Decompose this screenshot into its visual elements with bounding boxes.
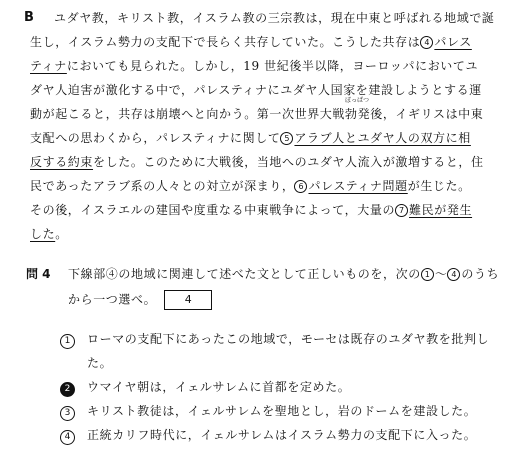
underline-ref-5: アラブ人とユダヤ人の双方に相	[294, 131, 471, 145]
underline-ref-4: パレス	[434, 35, 472, 49]
underline-ref-7-cont: した	[30, 227, 56, 241]
underline-ref-4-cont: ティナ	[30, 59, 67, 73]
passage-line-1: ユダヤ教，キリスト教，イスラム教の三宗教は，現在中東と呼ばれる地域で誕	[54, 11, 495, 25]
passage-line-2: 生し，イスラム勢力の支配下で長らく共存していた。こうした共存は 4 パレス	[30, 35, 472, 49]
option-3-number: 3	[60, 406, 75, 421]
ref-marker-5: 5	[280, 132, 293, 145]
answer-box[interactable]: 4	[164, 290, 212, 310]
ref-marker-4: 4	[420, 36, 433, 49]
passage-line-4: ダヤ人迫害が激化する中で，パレスティナにユダヤ人国家を建設しようとする運	[30, 83, 482, 97]
option-1-number: 1	[60, 334, 75, 349]
option-2-number: 2	[60, 382, 75, 397]
question-line-1: 下線部④の地域に関連して述べた文として正しいものを，次の 1 ～ 4 のうち	[68, 267, 500, 281]
underline-ref-7: 難民が発生	[409, 203, 473, 217]
option-2[interactable]	[60, 379, 350, 397]
option-3-text: キリスト教徒は，イェルサレムを聖地とし，岩のドームを建設した。	[87, 404, 477, 418]
question-label: 問 4	[26, 267, 51, 281]
option-4-number: 4	[60, 430, 75, 445]
option-1-continuation: た。	[87, 356, 113, 370]
passage-line-8: 民であったアラブ系の人々との対立が深まり， 6 パレスティナ問題が生じた。	[30, 179, 471, 193]
section-label: B	[24, 10, 34, 25]
passage-line-5: 動が起こると，共存は崩壊へと向かう。第一次世界大戦 ぼっぱつ 勃発後，イギリスは中東	[30, 97, 484, 121]
range-end-marker: 4	[447, 268, 460, 281]
passage-line-10: した。	[30, 227, 68, 241]
passage-line-7: 反する約束をした。このために大戦後，当地へのユダヤ人流入が激増すると，住	[30, 155, 484, 169]
passage-line-6: 支配への思わくから，パレスティナに関して 5 アラブ人とユダヤ人の双方に相	[30, 131, 471, 145]
underline-ref-6: パレスティナ問題	[308, 179, 408, 193]
range-start-marker: 1	[421, 268, 434, 281]
passage-line-3: ティナにおいても見られた。しかし，19 世紀後半以降，ヨーロッパにおいてユ	[30, 59, 479, 73]
question-line-2: から一つ選べ。 4	[68, 290, 212, 310]
option-2-text: ウマイヤ朝は，イェルサレムに首都を定めた。	[87, 380, 351, 394]
option-4-text: 正統カリフ時代に，イェルサレムはイスラム勢力の支配下に入った。	[87, 428, 477, 442]
option-4[interactable]	[60, 427, 476, 445]
option-1[interactable]	[60, 331, 489, 349]
ref-marker-6: 6	[294, 180, 307, 193]
option-1-text: ローマの支配下にあったこの地域で，モーセは既存のユダヤ教を批判し	[87, 332, 490, 346]
underline-ref-5-cont: 反する約束	[30, 155, 94, 169]
ruby-annotation: ぼっぱつ 勃	[345, 97, 370, 121]
option-3[interactable]	[60, 403, 476, 421]
passage-line-9: その後，イスラエルの建国や度重なる中東戦争によって，大量の 7 難民が発生	[30, 203, 473, 217]
ref-marker-7: 7	[395, 204, 408, 217]
